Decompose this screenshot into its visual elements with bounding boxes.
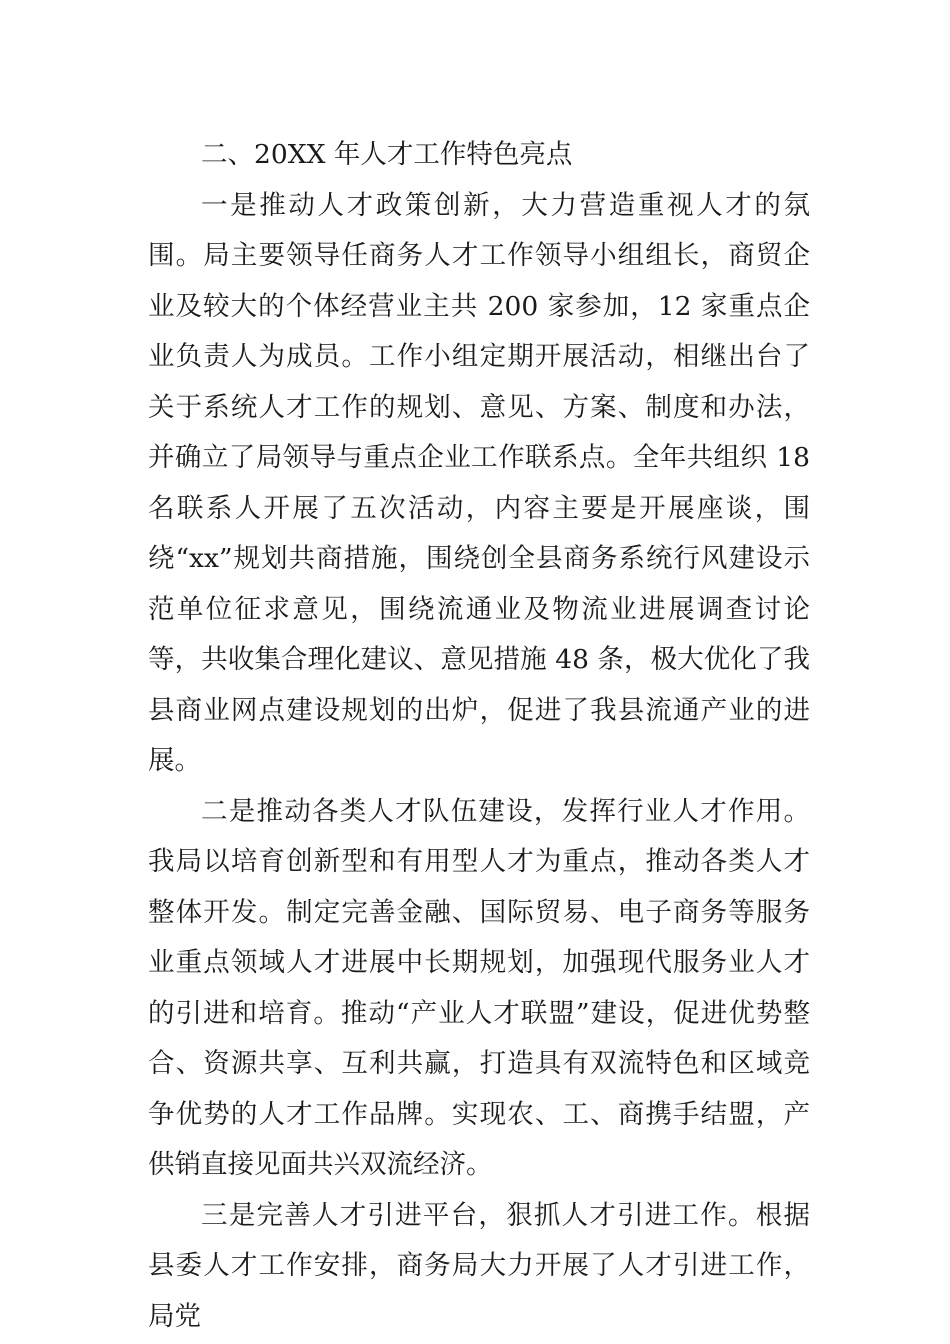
paragraph-talent-team-building: 二是推动各类人才队伍建设，发挥行业人才作用。我局以培育创新型和有用型人才为重点，推动各类人才整体开发。制定完善金融、国际贸易、电子商务等服务业重点领域人才进展中长期规划，加强现代服务业人才的引进和培育。推动“产业人才联盟”建设，促进优势整合、资源共享、互利共赢，打造具有双流特色和区域竞争优势的人才工作品牌。实现农、工、商携手结盟，产供销直接见面共兴双流经济。 [148, 795, 810, 1180]
section-heading: 二、20XX 年人才工作特色亮点 [201, 139, 573, 170]
document-body [148, 130, 810, 1342]
paragraph-talent-introduction: 三是完善人才引进平台，狠抓人才引进工作。根据县委人才工作安排，商务局大力开展了人才引进工作，局党 [148, 1199, 810, 1332]
paragraph-policy-innovation: 一是推动人才政策创新，大力营造重视人才的氛围。局主要领导任商务人才工作领导小组组长，商贸企业及较大的个体经营业主共 200 家参加，12 家重点企业负责人为成员。工作小组定期开展活动，相继出台了关于系统人才工作的规划、意见、方案、制度和办法，并确立了局领导与重点企业工作联系点。全年共组织 18 名联系人开展了五次活动，内容主要是开展座谈，围绕“xx”规划共商措施，围绕创全县商务系统行风建设示范单位征求意见，围绕流通业及物流业进展调查讨论等，共收集合理化建议、意见措施 48 条，极大优化了我县商业网点建设规划的出炉，促进了我县流通产业的进展。 [148, 189, 810, 776]
